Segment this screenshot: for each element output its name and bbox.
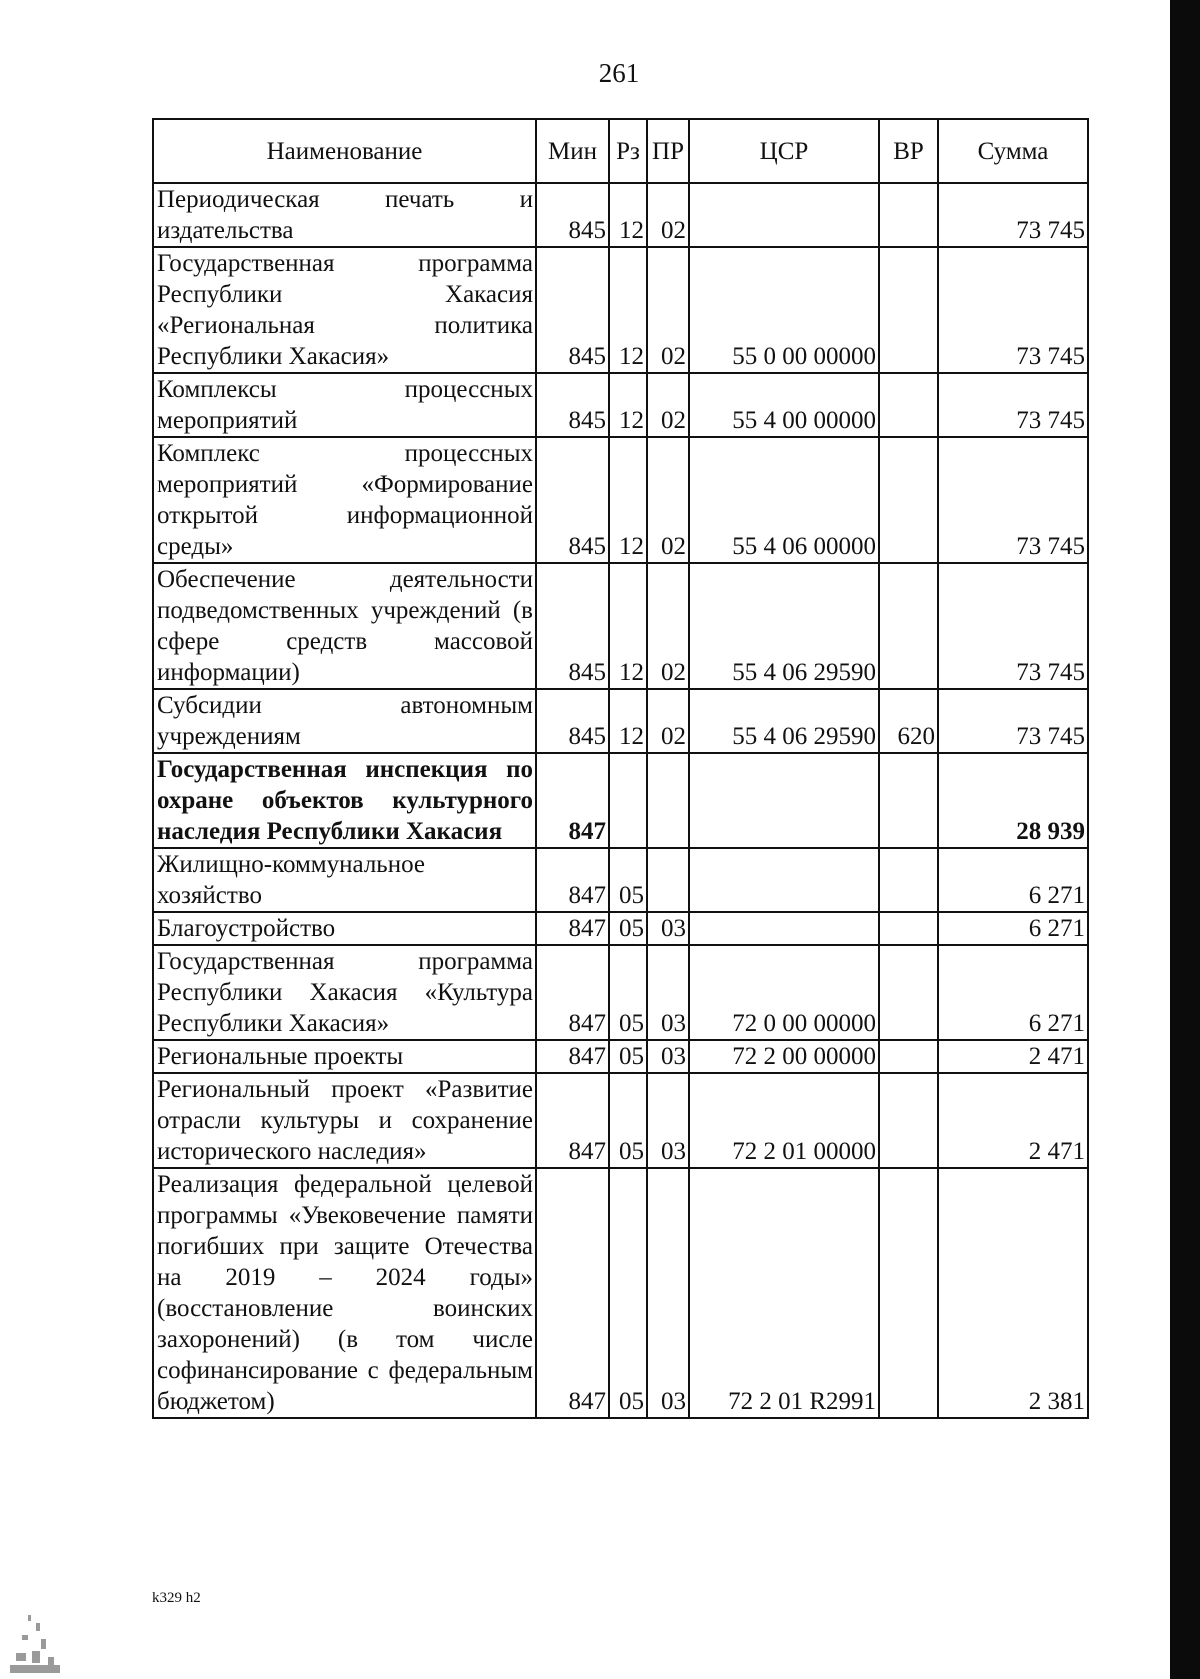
cell-vr: [879, 183, 938, 247]
cell-min: 845: [536, 373, 609, 437]
cell-pr: 02: [647, 437, 689, 563]
cell-rz: 05: [609, 1040, 647, 1073]
cell-vr: [879, 1168, 938, 1418]
table-row: [153, 753, 1088, 848]
cell-rz: 12: [609, 563, 647, 689]
cell-sum: 2 471: [938, 1073, 1088, 1168]
scan-artifact: [8, 1605, 68, 1675]
cell-min: 847: [536, 1073, 609, 1168]
table-row: [153, 848, 1088, 912]
cell-min: 845: [536, 689, 609, 753]
cell-rz: 12: [609, 689, 647, 753]
table-header-row: [153, 119, 1088, 183]
cell-name: Обеспечение деятельности подведомственных учреждений (в сфере средств массовой информации): [153, 563, 536, 689]
cell-name: Реализация федеральной целевой программы «Увековечение памяти погибших при защите Отечества на 2019 – 2024 годы» (восстановление воинских захоронений) (в том числе софинансирование с федеральным бюджетом): [153, 1168, 536, 1418]
table-row: [153, 437, 1088, 563]
cell-vr: [879, 563, 938, 689]
header-rz: Рз: [609, 119, 647, 183]
cell-csr: [689, 912, 879, 945]
header-min: Мин: [536, 119, 609, 183]
cell-vr: [879, 1073, 938, 1168]
table-row: [153, 373, 1088, 437]
cell-min: 847: [536, 912, 609, 945]
cell-min: 845: [536, 183, 609, 247]
cell-vr: [879, 247, 938, 373]
page-number: 261: [598, 58, 640, 88]
cell-sum: 73 745: [938, 563, 1088, 689]
cell-rz: 05: [609, 1073, 647, 1168]
cell-sum: 6 271: [938, 945, 1088, 1040]
cell-rz: [609, 753, 647, 848]
header-vr: ВР: [879, 119, 938, 183]
cell-rz: 05: [609, 848, 647, 912]
cell-pr: 03: [647, 1073, 689, 1168]
cell-name: Региональный проект «Развитие отрасли культуры и сохранение исторического наследия»: [153, 1073, 536, 1168]
cell-sum: 2 381: [938, 1168, 1088, 1418]
cell-csr: 55 4 06 00000: [689, 437, 879, 563]
cell-pr: 02: [647, 373, 689, 437]
table-row: [153, 945, 1088, 1040]
header-sum: Сумма: [938, 119, 1088, 183]
cell-min: 847: [536, 848, 609, 912]
cell-sum: 2 471: [938, 1040, 1088, 1073]
budget-table: [152, 118, 1089, 1419]
cell-name: Государственная программа Республики Хакасия «Культура Республики Хакасия»: [153, 945, 536, 1040]
header-pr: ПР: [647, 119, 689, 183]
cell-rz: 12: [609, 247, 647, 373]
cell-sum: 73 745: [938, 183, 1088, 247]
cell-sum: 73 745: [938, 373, 1088, 437]
cell-name: Благоустройство: [153, 912, 536, 945]
cell-name: Жилищно-коммунальное хозяйство: [153, 848, 536, 912]
table-row: [153, 247, 1088, 373]
cell-min: 845: [536, 437, 609, 563]
cell-vr: [879, 912, 938, 945]
cell-sum: 73 745: [938, 437, 1088, 563]
cell-vr: [879, 848, 938, 912]
cell-pr: 03: [647, 945, 689, 1040]
cell-pr: [647, 753, 689, 848]
cell-csr: 72 2 01 R2991: [689, 1168, 879, 1418]
cell-pr: 03: [647, 1040, 689, 1073]
cell-csr: [689, 848, 879, 912]
cell-rz: 05: [609, 945, 647, 1040]
cell-name: Комплекс процессных мероприятий «Формирование открытой информационной среды»: [153, 437, 536, 563]
cell-csr: 55 4 00 00000: [689, 373, 879, 437]
cell-csr: 55 0 00 00000: [689, 247, 879, 373]
header-csr: ЦСР: [689, 119, 879, 183]
cell-name: Государственная программа Республики Хакасия «Региональная политика Республики Хакасия»: [153, 247, 536, 373]
cell-sum: 73 745: [938, 689, 1088, 753]
table-row: [153, 563, 1088, 689]
cell-name: Периодическая печать и издательства: [153, 183, 536, 247]
scan-edge-bar: [1170, 0, 1200, 1679]
table-row: [153, 1073, 1088, 1168]
footer-code: k329 h2: [152, 1590, 201, 1606]
cell-name: Субсидии автономным учреждениям: [153, 689, 536, 753]
cell-pr: 02: [647, 689, 689, 753]
cell-vr: [879, 373, 938, 437]
cell-pr: 03: [647, 1168, 689, 1418]
cell-csr: 55 4 06 29590: [689, 689, 879, 753]
cell-vr: [879, 1040, 938, 1073]
cell-pr: 03: [647, 912, 689, 945]
cell-csr: 72 2 00 00000: [689, 1040, 879, 1073]
cell-sum: 6 271: [938, 848, 1088, 912]
table-row: [153, 1168, 1088, 1418]
cell-vr: [879, 753, 938, 848]
table-row: [153, 1040, 1088, 1073]
cell-rz: 05: [609, 1168, 647, 1418]
cell-sum: 73 745: [938, 247, 1088, 373]
cell-min: 847: [536, 753, 609, 848]
cell-name: Государственная инспекция по охране объектов культурного наследия Республики Хакасия: [153, 753, 536, 848]
cell-csr: 55 4 06 29590: [689, 563, 879, 689]
cell-csr: 72 2 01 00000: [689, 1073, 879, 1168]
cell-name: Комплексы процессных мероприятий: [153, 373, 536, 437]
cell-csr: [689, 753, 879, 848]
cell-rz: 12: [609, 373, 647, 437]
cell-pr: [647, 848, 689, 912]
cell-vr: [879, 437, 938, 563]
cell-min: 847: [536, 945, 609, 1040]
table-row: [153, 183, 1088, 247]
cell-vr: 620: [879, 689, 938, 753]
cell-rz: 12: [609, 183, 647, 247]
cell-min: 845: [536, 247, 609, 373]
table-body: [153, 183, 1088, 1418]
cell-min: 845: [536, 563, 609, 689]
cell-min: 847: [536, 1168, 609, 1418]
cell-name: Региональные проекты: [153, 1040, 536, 1073]
cell-sum: 28 939: [938, 753, 1088, 848]
cell-rz: 12: [609, 437, 647, 563]
cell-csr: [689, 183, 879, 247]
cell-vr: [879, 945, 938, 1040]
cell-csr: 72 0 00 00000: [689, 945, 879, 1040]
cell-sum: 6 271: [938, 912, 1088, 945]
cell-pr: 02: [647, 247, 689, 373]
header-name: Наименование: [153, 119, 536, 183]
table-row: [153, 689, 1088, 753]
cell-rz: 05: [609, 912, 647, 945]
table-row: [153, 912, 1088, 945]
cell-pr: 02: [647, 183, 689, 247]
cell-pr: 02: [647, 563, 689, 689]
cell-min: 847: [536, 1040, 609, 1073]
